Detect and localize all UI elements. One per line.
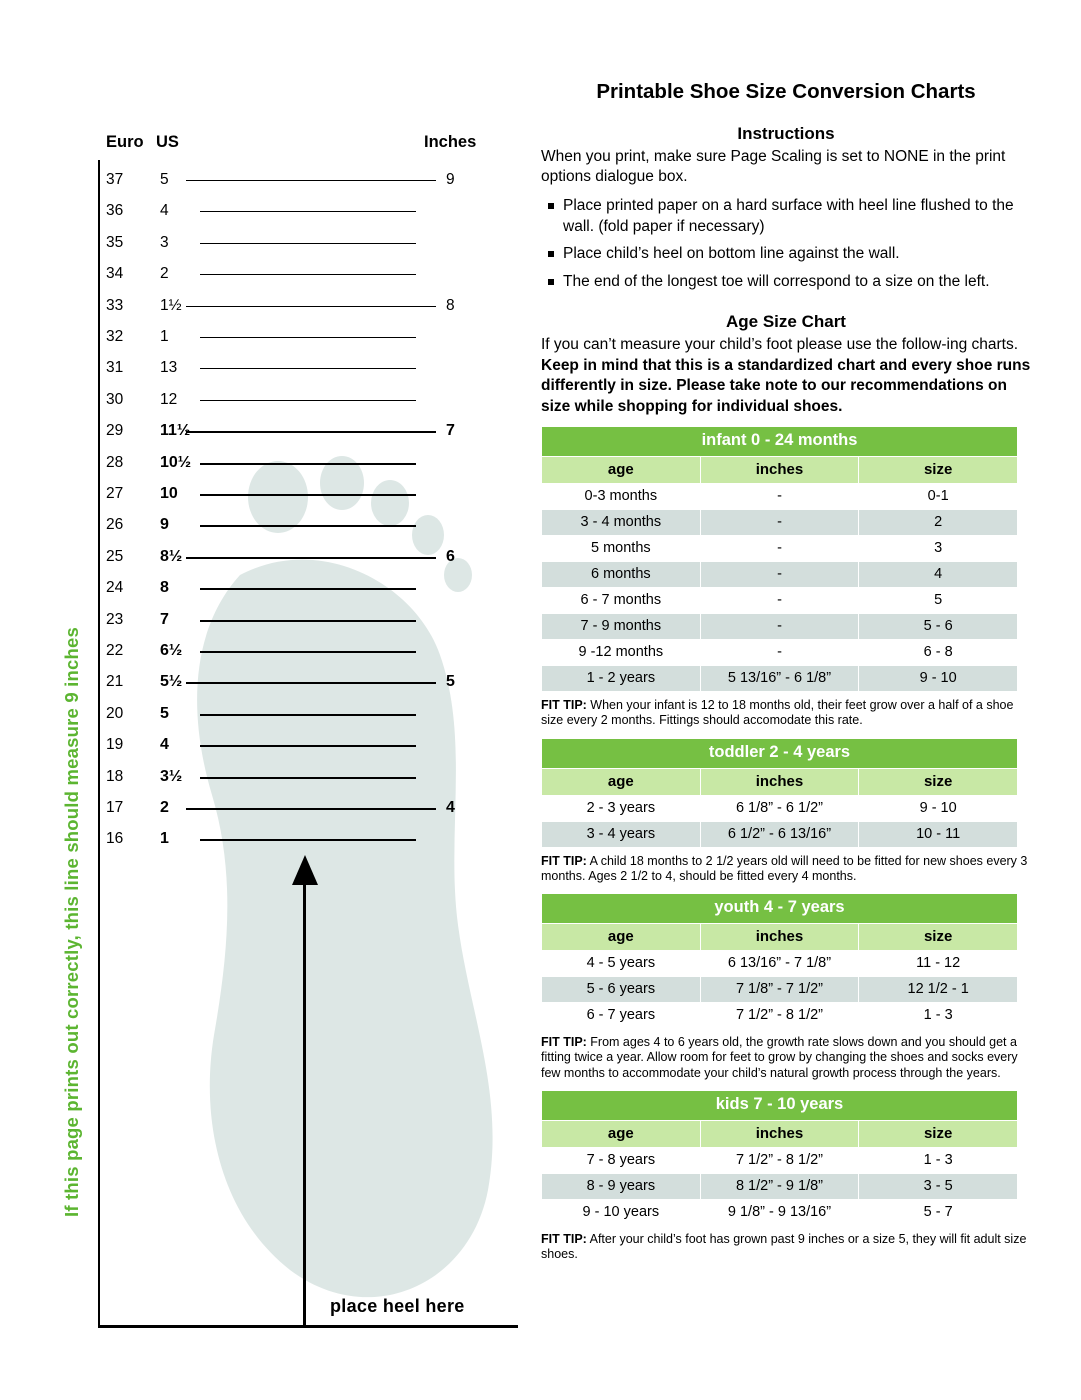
- table-band-title-row: [542, 894, 1018, 924]
- ruler-row: [0, 611, 520, 629]
- ruler-tick-line: [200, 745, 416, 747]
- ruler-panel: [0, 0, 520, 1400]
- ruler-us-size: 5½: [160, 673, 183, 691]
- ruler-us-size: 2: [160, 265, 169, 283]
- fit-tip: [541, 1035, 1031, 1081]
- fit-tip-text: A child 18 months to 2 1/2 years old will need to be fitted for new shoes every 3 months. Ages 2 1/2 to 4, should be fitted every 4 months.: [541, 853, 1028, 883]
- ruler-euro-size: 16: [106, 830, 124, 848]
- ruler-euro-size: 20: [106, 704, 124, 722]
- table-row: [542, 536, 1018, 562]
- ruler-inch-marker: 7: [446, 422, 455, 440]
- table-row: [542, 484, 1018, 510]
- age-size-chart-intro: [541, 335, 1031, 417]
- ruler-row: [0, 768, 520, 786]
- ruler-row: [0, 485, 520, 503]
- table-row: [542, 562, 1018, 588]
- ruler-tick-line: [186, 557, 436, 559]
- table-row: [542, 821, 1018, 847]
- table-cell: 5 - 6 years: [542, 977, 701, 1003]
- ruler-us-size: 8: [160, 579, 169, 597]
- ruler-euro-size: 37: [106, 171, 124, 188]
- age-chart-intro-normal: If you can’t measure your child’s foot please use the follow-ing charts.: [541, 336, 1019, 354]
- ruler-row: [0, 579, 520, 597]
- table-row: [542, 1147, 1018, 1173]
- ruler-tick-line: [200, 620, 416, 622]
- ruler-euro-size: 33: [106, 296, 124, 314]
- ruler-row: [0, 328, 520, 346]
- table-row: [542, 666, 1018, 692]
- ruler-row: [0, 673, 520, 691]
- fit-tip-label: FIT TIP:: [541, 698, 587, 713]
- ruler-tick-line: [200, 714, 416, 716]
- table-column-header: inches: [700, 768, 859, 795]
- table-cell: 7 1/2” - 8 1/2”: [700, 1147, 859, 1173]
- table-column-header: inches: [700, 924, 859, 951]
- table-cell: 3 - 5: [859, 1173, 1018, 1199]
- ruler-header-inches: Inches: [424, 133, 477, 151]
- table-cell: 6 1/2” - 6 13/16”: [700, 821, 859, 847]
- table-column-header: age: [542, 924, 701, 951]
- table-row: [542, 1199, 1018, 1225]
- table-row: [542, 795, 1018, 821]
- fit-tip-label: FIT TIP:: [541, 1231, 587, 1246]
- ruler-us-size: 1: [160, 328, 169, 345]
- table-cell: 6 - 8: [859, 640, 1018, 666]
- table-cell: -: [700, 588, 859, 614]
- place-heel-label: place heel here: [330, 1296, 465, 1316]
- table-column-header: size: [859, 457, 1018, 484]
- ruler-tick-line: [186, 431, 436, 433]
- table-row: [542, 640, 1018, 666]
- instructions-intro: When you print, make sure Page Scaling is set to NONE in the print options dialogue box.: [541, 148, 1006, 186]
- table-cell: 7 - 8 years: [542, 1147, 701, 1173]
- ruler-row: [0, 516, 520, 534]
- ruler-tick-line: [200, 839, 416, 841]
- table-cell: 1 - 2 years: [542, 666, 701, 692]
- ruler-row: [0, 202, 520, 220]
- table-column-header: inches: [700, 457, 859, 484]
- instructions-heading: Instructions: [737, 124, 835, 143]
- table-column-header: size: [859, 768, 1018, 795]
- ruler-tick-line: [200, 463, 416, 465]
- ruler-us-size: 5: [160, 171, 169, 188]
- measure-arrow-shaft: [303, 880, 306, 1325]
- table-cell: 0-1: [859, 484, 1018, 510]
- table-cell: 9 1/8” - 9 13/16”: [700, 1199, 859, 1225]
- size-table: [541, 1090, 1018, 1226]
- table-column-header: age: [542, 457, 701, 484]
- ruler-us-size: 13: [160, 359, 178, 377]
- ruler-tick-line: [200, 588, 416, 590]
- table-cell: 6 months: [542, 562, 701, 588]
- ruler-tick-line: [200, 777, 416, 779]
- table-cell: 4: [859, 562, 1018, 588]
- ruler-row: [0, 234, 520, 252]
- table-row: [542, 951, 1018, 977]
- ruler-row: [0, 799, 520, 817]
- fit-tip-text: From ages 4 to 6 years old, the growth rate slows down and you should get a fitting twice a year. Allow room for feet to grow by changing the shoes and socks every few months to accommodate your child’s natural growth process through the years.: [541, 1035, 1018, 1080]
- ruler-us-size: 12: [160, 390, 178, 408]
- table-column-header: size: [859, 1120, 1018, 1147]
- age-size-chart-heading: Age Size Chart: [726, 312, 846, 332]
- ruler-tick-line: [200, 337, 416, 338]
- ruler-column-headers: [0, 133, 520, 153]
- ruler-euro-size: 19: [106, 736, 124, 754]
- table-cell: 9 - 10: [859, 795, 1018, 821]
- table-band-title-row: [542, 1090, 1018, 1120]
- ruler-inch-marker: 9: [446, 171, 455, 188]
- table-row: [542, 510, 1018, 536]
- ruler-us-size: 10½: [160, 453, 192, 471]
- page-title: Printable Shoe Size Conversion Charts: [596, 80, 976, 103]
- table-cell: -: [700, 614, 859, 640]
- instruction-bullet: Place printed paper on a hard surface with heel line flushed to the wall. (fold paper if necessary): [541, 196, 1031, 237]
- table-row: [542, 977, 1018, 1003]
- table-cell: 11 - 12: [859, 951, 1018, 977]
- fit-tip-text: When your infant is 12 to 18 months old, their feet grow over a half of a shoe size every 2 months. Fittings should accomodate this rate.: [541, 698, 1014, 728]
- ruler-row: [0, 359, 520, 377]
- table-cell: 8 - 9 years: [542, 1173, 701, 1199]
- ruler-euro-size: 35: [106, 233, 124, 251]
- table-band-title: toddler 2 - 4 years: [542, 738, 1018, 768]
- ruler-tick-line: [200, 651, 416, 653]
- table-cell: 7 1/2” - 8 1/2”: [700, 1003, 859, 1029]
- ruler-row: [0, 422, 520, 440]
- ruler-euro-size: 23: [106, 610, 124, 628]
- ruler-tick-line: [200, 274, 416, 275]
- ruler-tick-line: [200, 525, 416, 527]
- ruler-us-size: 10: [160, 485, 178, 502]
- ruler-euro-size: 36: [106, 202, 124, 220]
- ruler-row: [0, 454, 520, 472]
- table-column-header: inches: [700, 1120, 859, 1147]
- table-row: [542, 614, 1018, 640]
- table-header-row: [542, 924, 1018, 951]
- ruler-euro-size: 31: [106, 359, 124, 377]
- age-chart-intro-bold: Keep in mind that this is a standardized chart and every shoe runs differently in size. Please take note to our recommendations on size while shopping for individual shoes.: [541, 356, 1031, 415]
- ruler-inch-marker: 8: [446, 296, 455, 314]
- ruler-euro-size: 24: [106, 579, 124, 597]
- fit-tip-label: FIT TIP:: [541, 1035, 587, 1050]
- ruler-us-size: 7: [160, 610, 169, 628]
- table-header-row: [542, 768, 1018, 795]
- table-cell: 6 1/8” - 6 1/2”: [700, 795, 859, 821]
- ruler-us-size: 4: [160, 736, 169, 754]
- measure-arrow-head: [292, 855, 318, 885]
- table-column-header: size: [859, 924, 1018, 951]
- ruler-tick-line: [186, 808, 436, 810]
- ruler-inch-marker: 6: [446, 547, 455, 565]
- fit-tip: [541, 1232, 1031, 1263]
- ruler-tick-line: [186, 306, 436, 307]
- table-cell: 5: [859, 588, 1018, 614]
- size-table: [541, 426, 1018, 692]
- instruction-bullet: Place child’s heel on bottom line against the wall.: [541, 244, 1031, 265]
- table-cell: -: [700, 536, 859, 562]
- ruler-tick-line: [200, 494, 416, 496]
- ruler-row: [0, 548, 520, 566]
- ruler-us-size: 6½: [160, 642, 183, 659]
- fit-tip-text: After your child’s foot has grown past 9 inches or a size 5, they will fit adult size shoes.: [541, 1231, 1027, 1262]
- ruler-us-size: 11½: [160, 422, 191, 440]
- ruler-euro-size: 18: [106, 767, 124, 785]
- size-table: [541, 893, 1018, 1029]
- ruler-euro-size: 17: [106, 799, 124, 816]
- table-cell: -: [700, 510, 859, 536]
- ruler-us-size: 3½: [160, 767, 183, 785]
- table-band-title: kids 7 - 10 years: [542, 1090, 1018, 1120]
- ruler-tick-line: [186, 682, 436, 684]
- table-header-row: [542, 1120, 1018, 1147]
- table-row: [542, 588, 1018, 614]
- table-column-header: age: [542, 1120, 701, 1147]
- ruler-tick-line: [200, 368, 416, 369]
- ruler-row: [0, 391, 520, 409]
- ruler-row: [0, 830, 520, 848]
- ruler-euro-size: 29: [106, 422, 124, 440]
- ruler-us-size: 4: [160, 202, 169, 220]
- ruler-us-size: 1½: [160, 296, 182, 314]
- ruler-euro-size: 30: [106, 390, 124, 408]
- table-cell: 2: [859, 510, 1018, 536]
- ruler-euro-size: 32: [106, 328, 124, 345]
- table-cell: -: [700, 562, 859, 588]
- ruler-us-size: 1: [160, 830, 169, 848]
- table-cell: 1 - 3: [859, 1147, 1018, 1173]
- table-cell: 4 - 5 years: [542, 951, 701, 977]
- ruler-row: [0, 265, 520, 283]
- table-cell: 1 - 3: [859, 1003, 1018, 1029]
- ruler-us-size: 2: [160, 799, 169, 816]
- table-cell: 2 - 3 years: [542, 795, 701, 821]
- instructions-bullet-list: [541, 196, 1031, 292]
- table-column-header: age: [542, 768, 701, 795]
- ruler-tick-line: [200, 400, 416, 401]
- ruler-inch-marker: 5: [446, 673, 455, 691]
- table-band-title: infant 0 - 24 months: [542, 427, 1018, 457]
- ruler-row: [0, 297, 520, 315]
- table-cell: 3 - 4 months: [542, 510, 701, 536]
- table-cell: 12 1/2 - 1: [859, 977, 1018, 1003]
- table-cell: 9 -12 months: [542, 640, 701, 666]
- ruler-header-us: US: [156, 133, 179, 151]
- ruler-us-size: 5: [160, 704, 169, 722]
- table-cell: 9 - 10: [859, 666, 1018, 692]
- ruler-row: [0, 705, 520, 723]
- ruler-row: [0, 171, 520, 189]
- table-cell: 7 - 9 months: [542, 614, 701, 640]
- table-band-title-row: [542, 738, 1018, 768]
- table-cell: 6 - 7 months: [542, 588, 701, 614]
- table-row: [542, 1003, 1018, 1029]
- fit-tip: [541, 698, 1031, 729]
- table-cell: 3: [859, 536, 1018, 562]
- size-tables-container: [541, 426, 1031, 1262]
- ruler-euro-size: 34: [106, 265, 124, 283]
- table-header-row: [542, 457, 1018, 484]
- ruler-us-size: 3: [160, 233, 169, 251]
- ruler-euro-size: 27: [106, 485, 124, 502]
- instruction-bullet: The end of the longest toe will correspond to a size on the left.: [541, 272, 1031, 293]
- ruler-euro-size: 22: [106, 642, 124, 659]
- table-cell: -: [700, 484, 859, 510]
- ruler-row: [0, 642, 520, 660]
- table-cell: 5 - 7: [859, 1199, 1018, 1225]
- print-calibration-note: If this page prints out correctly, this line should measure 9 inches: [61, 627, 82, 1217]
- ruler-euro-size: 28: [106, 453, 124, 471]
- fit-tip: [541, 854, 1031, 885]
- heel-baseline: [98, 1325, 518, 1328]
- table-cell: 7 1/8” - 7 1/2”: [700, 977, 859, 1003]
- table-cell: 5 months: [542, 536, 701, 562]
- content-column: [541, 0, 1031, 1262]
- fit-tip-label: FIT TIP:: [541, 853, 587, 868]
- table-cell: 6 13/16” - 7 1/8”: [700, 951, 859, 977]
- table-cell: 6 - 7 years: [542, 1003, 701, 1029]
- ruler-euro-size: 21: [106, 673, 124, 691]
- table-cell: 3 - 4 years: [542, 821, 701, 847]
- table-cell: 8 1/2” - 9 1/8”: [700, 1173, 859, 1199]
- ruler-tick-line: [200, 211, 416, 212]
- ruler-us-size: 8½: [160, 547, 183, 565]
- ruler-header-euro: Euro: [106, 133, 144, 151]
- table-band-title: youth 4 - 7 years: [542, 894, 1018, 924]
- ruler-inch-marker: 4: [446, 799, 455, 816]
- table-cell: 5 13/16” - 6 1/8”: [700, 666, 859, 692]
- table-row: [542, 1173, 1018, 1199]
- ruler-row: [0, 736, 520, 754]
- table-cell: 9 - 10 years: [542, 1199, 701, 1225]
- ruler-euro-size: 26: [106, 516, 124, 534]
- table-cell: 10 - 11: [859, 821, 1018, 847]
- ruler-tick-line: [200, 243, 416, 244]
- table-cell: 0-3 months: [542, 484, 701, 510]
- table-cell: 5 - 6: [859, 614, 1018, 640]
- ruler-euro-size: 25: [106, 547, 124, 565]
- ruler-tick-line: [186, 180, 436, 181]
- ruler-us-size: 9: [160, 516, 169, 534]
- table-cell: -: [700, 640, 859, 666]
- table-band-title-row: [542, 427, 1018, 457]
- size-table: [541, 738, 1018, 848]
